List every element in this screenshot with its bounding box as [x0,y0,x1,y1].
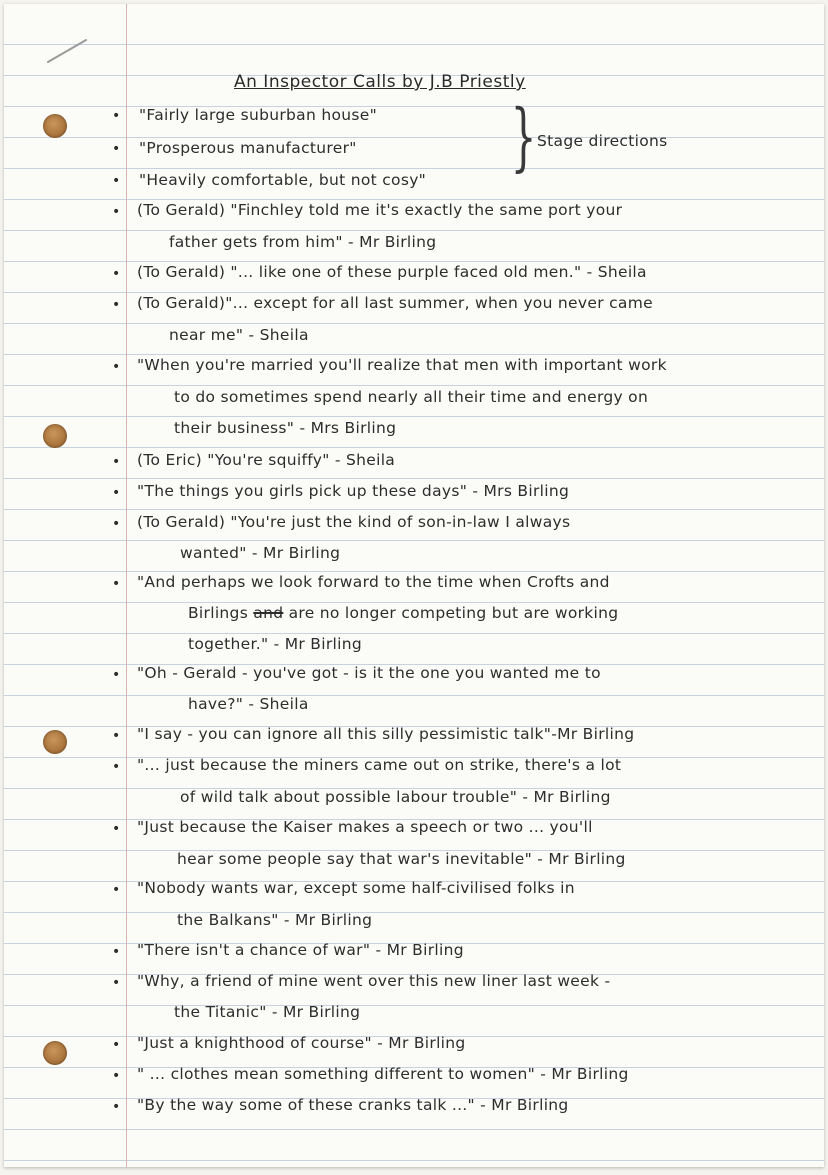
bullet: • [112,667,121,683]
quote-line: "By the way some of these cranks talk ..." - Mr Birling [137,1096,569,1114]
quote-line: " ... clothes mean something different to women" - Mr Birling [137,1065,629,1083]
bullet: • [112,728,121,744]
quote-text: are no longer competing but are working [288,604,619,622]
bullet: • [112,1037,121,1053]
quote-line: "Why, a friend of mine went over this new liner last week - [137,972,611,990]
notebook-page [4,4,824,1167]
quote-line: "There isn't a chance of war" - Mr Birling [137,941,464,959]
quote-line-continued: to do sometimes spend nearly all their time and energy on [174,388,649,406]
quote-line-continued: together." - Mr Birling [188,635,362,653]
bullet: • [112,266,121,282]
punch-hole [43,424,67,448]
crossed-out-word: and [253,604,284,622]
bullet: • [112,1068,121,1084]
quote-line: "Heavily comfortable, but not cosy" [139,171,427,189]
quote-line-continued: have?" - Sheila [188,695,309,713]
quote-text: Birlings [188,604,249,622]
quote-line-continued: their business" - Mrs Birling [174,419,397,437]
quote-line: (To Gerald) "Finchley told me it's exactly the same port your [137,201,623,219]
bullet: • [112,882,121,898]
bullet: • [112,759,121,775]
curly-brace: } [510,94,537,180]
pencil-mark [47,39,88,64]
quote-line: "And perhaps we look forward to the time when Crofts and [137,573,610,591]
stage-directions-label: Stage directions [537,132,668,150]
page-title: An Inspector Calls by J.B Priestly [234,72,526,92]
quote-line: "Just because the Kaiser makes a speech or two ... you'll [137,818,593,836]
margin-line [126,4,127,1167]
quote-line-continued: near me" - Sheila [169,326,309,344]
quote-line: "Nobody wants war, except some half-civilised folks in [137,879,575,897]
quote-line: (To Gerald) "You're just the kind of son-in-law I always [137,513,571,531]
quote-line: "Oh - Gerald - you've got - is it the one you wanted me to [137,664,601,682]
quote-line-continued: the Titanic" - Mr Birling [174,1003,361,1021]
quote-line: "Just a knighthood of course" - Mr Birling [137,1034,466,1052]
quote-line-continued: father gets from him" - Mr Birling [169,233,437,251]
bullet: • [112,975,121,991]
punch-hole [43,1041,67,1065]
bullet: • [112,297,121,313]
bullet: • [112,485,121,501]
quote-line: "The things you girls pick up these days" - Mrs Birling [137,482,570,500]
quote-line: "I say - you can ignore all this silly pessimistic talk"-Mr Birling [137,725,635,743]
bullet: • [112,821,121,837]
quote-line: "When you're married you'll realize that men with important work [137,356,667,374]
quote-line: (To Gerald) "... like one of these purple faced old men." - Sheila [137,263,647,281]
bullet: • [112,359,121,375]
bullet: • [112,141,121,157]
quote-line: (To Gerald)"... except for all last summer, when you never came [137,294,653,312]
bullet: • [112,944,121,960]
bullet: • [112,516,121,532]
bullet: • [112,173,121,189]
quote-line-continued: hear some people say that war's inevitable" - Mr Birling [177,850,626,868]
quote-line: "Prosperous manufacturer" [139,139,357,157]
quote-line: "... just because the miners came out on strike, there's a lot [137,756,622,774]
bullet: • [112,204,121,220]
punch-hole [43,114,67,138]
bullet: • [112,108,121,124]
quote-line-continued: of wild talk about possible labour trouble" - Mr Birling [180,788,611,806]
punch-hole [43,730,67,754]
bullet: • [112,454,121,470]
bullet: • [112,1099,121,1115]
quote-line: (To Eric) "You're squiffy" - Sheila [137,451,396,469]
bullet: • [112,576,121,592]
quote-line-continued: the Balkans" - Mr Birling [177,911,373,929]
quote-line-continued [188,604,618,622]
quote-line: "Fairly large suburban house" [139,106,378,124]
quote-line-continued: wanted" - Mr Birling [180,544,341,562]
